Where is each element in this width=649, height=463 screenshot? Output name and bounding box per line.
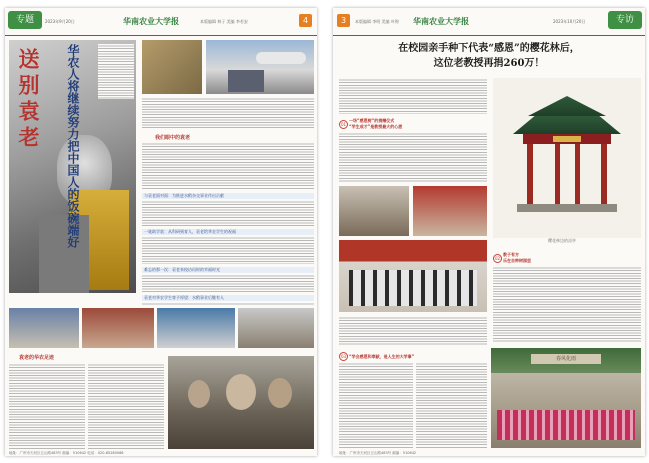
headline-vertical: 送别袁老 — [16, 48, 41, 152]
group-tree-photo — [491, 348, 641, 448]
pavilion-caption: 樱花林边的凉亭 — [548, 238, 576, 243]
pavilion-image — [493, 78, 641, 238]
subhead-2: 教子有方 — [503, 252, 519, 257]
bottom-title: 袁老的华农足迹 — [19, 355, 55, 361]
students-photo — [339, 240, 487, 312]
section-3-text-col-2 — [416, 362, 487, 448]
airplane-welcome-photo — [206, 40, 314, 94]
left-editor-line: 本版编辑 林子 美编 李若安 — [200, 19, 248, 24]
section-head-3: 难忘的那一次：袁老来校访问时的幸福时光 — [142, 267, 314, 273]
subheadline-vertical: 华农人将继续努力把中国人的饭碗端好 — [66, 44, 80, 248]
right-page-header — [333, 8, 645, 36]
right-section-tag: 专访 — [608, 11, 642, 29]
building-banner: 春风化雨 — [531, 354, 601, 364]
left-section-tag: 专题 — [8, 11, 42, 29]
memory-title: 我们眼中的袁老 — [155, 135, 191, 141]
left-date-line: 2023年9月20日 — [45, 19, 75, 24]
section-head-4: 袁老对华农学生寄予厚望：水稻事业后继有人 — [142, 295, 314, 301]
section-2-text — [493, 266, 641, 342]
strip-photo-1 — [9, 308, 79, 348]
section-1-text — [339, 132, 487, 182]
bottom-text-col-1 — [9, 363, 85, 449]
left-newspaper-page — [5, 8, 317, 456]
section-head-2: 一笔助学款：从科研到育人，袁老给华农学生的祝福 — [142, 229, 314, 235]
memory-text-5 — [142, 302, 314, 306]
ceremony-photo-2 — [413, 186, 487, 236]
portrait-body — [39, 215, 89, 293]
strip-photo-4 — [238, 308, 314, 348]
portrait-caption-text — [98, 44, 134, 99]
subhead-1-marker: 01 — [340, 122, 347, 127]
middle-text — [339, 316, 487, 346]
memory-text-2 — [142, 200, 314, 226]
subhead-2b: 乐在自种树园里 — [503, 258, 531, 263]
right-page-number: 3 — [337, 14, 350, 27]
right-editor-line: 本版编辑 李明 美编 叶锦 — [355, 19, 399, 24]
strip-photo-3 — [157, 308, 235, 348]
group-photo — [168, 356, 314, 449]
right-headline-line2: 这位老教授再捐260万！ — [433, 58, 545, 69]
subhead-3-marker: 03 — [340, 354, 347, 359]
memory-text-4 — [142, 274, 314, 292]
subhead-1b: “学生成才”是教授最大的心愿 — [349, 124, 403, 129]
right-headline-line1: 在校园亲手种下代表“感恩”的樱花林后， — [398, 43, 580, 54]
memory-text-1 — [142, 142, 314, 190]
subhead-2-marker: 02 — [494, 256, 501, 261]
right-newspaper-page — [333, 8, 645, 456]
top-article-text — [142, 97, 314, 129]
intro-text — [339, 78, 487, 114]
right-date-line: 2023年10月20日 — [553, 19, 586, 24]
left-masthead: 华南农业大学报 — [123, 16, 179, 26]
ceremony-photo-1 — [339, 186, 409, 236]
right-masthead: 华南农业大学报 — [413, 16, 469, 26]
bottom-text-col-2 — [88, 363, 164, 449]
subhead-1: 一场“感恩树”的捐赠仪式 — [349, 118, 395, 123]
left-page-number: 4 — [299, 14, 312, 27]
rice-field-photo — [142, 40, 202, 94]
strip-photo-2 — [82, 308, 154, 348]
memory-text-3 — [142, 236, 314, 264]
left-page-header — [5, 8, 317, 36]
left-footer: 地址：广州市天河区五山路483号 邮编：510642 电话：020-85280066 — [9, 451, 124, 455]
section-3-text-col-1 — [339, 362, 413, 448]
subhead-3: “学会感恩和奉献，是人生的大学事” — [349, 354, 415, 359]
right-footer: 地址：广州市天河区五山路483号 邮编：510642 — [339, 451, 417, 455]
section-head-1: 与袁老面对面：为推进水稻杂交事业作出贡献 — [142, 193, 314, 199]
